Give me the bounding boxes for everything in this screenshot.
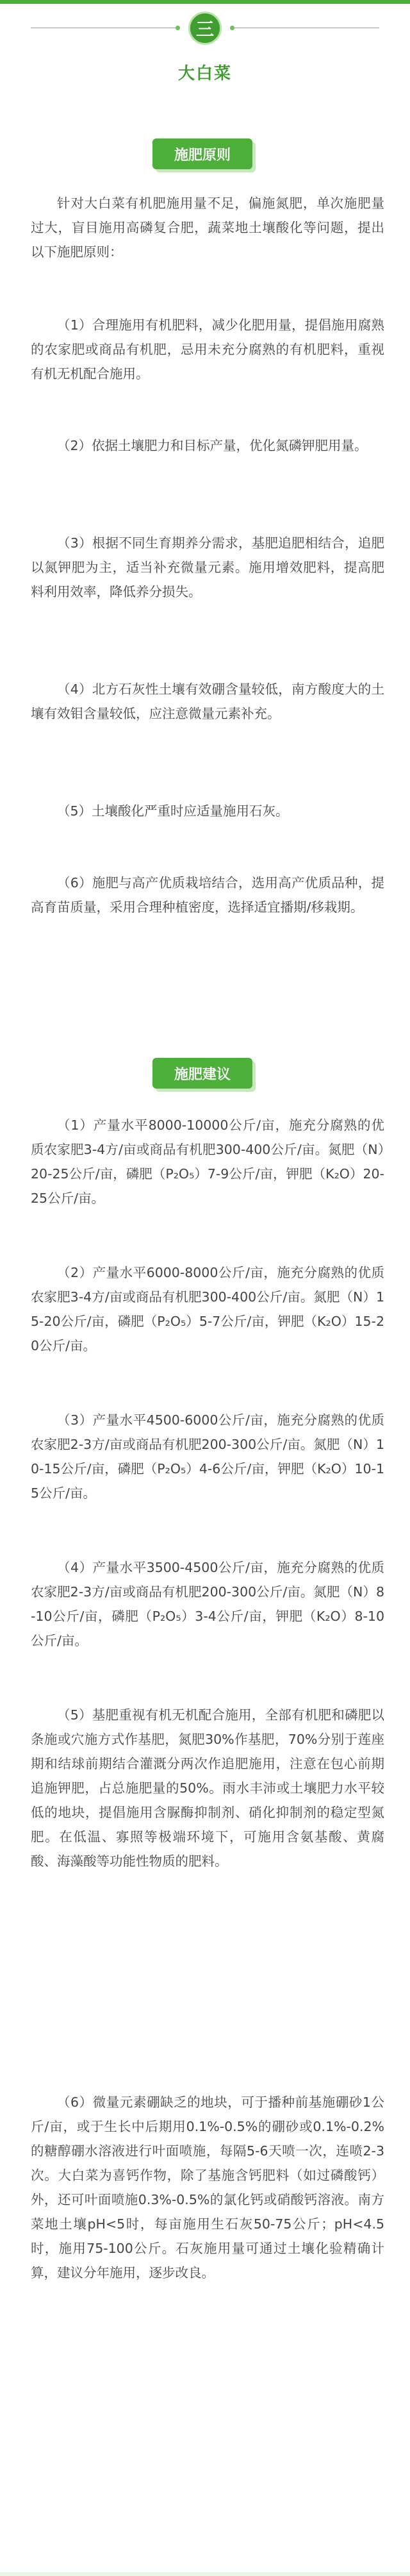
bottom-divider bbox=[0, 2572, 410, 2576]
principle-item-4: （4）北方石灰性土壤有效硼含量较低，南方酸度大的土壤有效钼含量较低，应注意微量元素补充。 bbox=[31, 682, 384, 721]
section-number-badge: 三 bbox=[188, 12, 222, 45]
recommendation-item-1: （1）产量水平8000-10000公斤/亩，施充分腐熟的优质农家肥3-4方/亩或商品有机肥300-400公斤/亩。氮肥（N）20-25公斤/亩，磷肥（P₂O₅）7-9公斤/亩，钾肥（K₂O）20-25公斤/亩。 bbox=[31, 1117, 384, 1206]
principle-item-1: （1）合理施用有机肥料，减少化肥用量，提倡施用腐熟的农家肥或商品有机肥，忌用未充分腐熟的有机肥料，重视有机无机配合施用。 bbox=[31, 317, 384, 381]
recommendation-item-2: （2）产量水平6000-8000公斤/亩，施充分腐熟的优质农家肥3-4方/亩或商品有机肥300-400公斤/亩。氮肥（N）15-20公斤/亩，磷肥（P₂O₅）5-7公斤/亩，钾肥（K₂O）15-20公斤/亩。 bbox=[31, 1265, 384, 1353]
principle-item-2: （2）依据土壤肥力和目标产量，优化氮磷钾肥用量。 bbox=[57, 438, 368, 453]
principles-intro-paragraph: 针对大白菜有机肥施用量不足，偏施氮肥，单次施肥量过大，盲目施用高磷复合肥，蔬菜地土壤酸化等问题，提出以下施肥原则： bbox=[31, 196, 384, 260]
page-title: 大白菜 bbox=[177, 64, 232, 83]
top-accent-bar bbox=[0, 0, 410, 4]
principle-item-3: （3）根据不同生育期养分需求，基肥追肥相结合，追肥以氮钾肥为主，适当补充微量元素。施用增效肥料，提高肥料利用效率，降低养分损失。 bbox=[31, 535, 384, 599]
principle-item-5: （5）土壤酸化严重时应适量施用石灰。 bbox=[57, 803, 289, 819]
section-label-principles: 施肥原则 bbox=[152, 138, 252, 169]
recommendation-item-4: （4）产量水平3500-4500公斤/亩，施充分腐熟的优质农家肥2-3方/亩或商品有机肥200-300公斤/亩。氮肥（N）8-10公斤/亩，磷肥（P₂O₅）3-4公斤/亩，钾肥（K₂O）8-10公斤/亩。 bbox=[31, 1560, 384, 1648]
recommendation-item-5: （5）基肥重视有机无机配合施用，全部有机肥和磷肥以条施或穴施方式作基肥，氮肥30%作基肥，70%分别于莲座期和结球前期结合灌溉分两次作追肥施用，注意在包心前期追施钾肥，占总施肥量的50%。雨水丰沛或土壤肥力水平较低的地块，提倡施用含脲酶抑制剂、硝化抑制剂的稳定型氮肥。在低温、寡照等极端环境下，可施用含氨基酸、黄腐酸、海藻酸等功能性物质的肥料。 bbox=[31, 1707, 384, 1869]
recommendation-item-3: （3）产量水平4500-6000公斤/亩，施充分腐熟的优质农家肥2-3方/亩或商品有机肥200-300公斤/亩。氮肥（N）10-15公斤/亩，磷肥（P₂O₅）4-6公斤/亩，钾肥（K₂O）10-15公斤/亩。 bbox=[31, 1412, 384, 1501]
section-number-header bbox=[0, 9, 410, 47]
recommendation-item-6: （6）微量元素硼缺乏的地块，可于播种前基施硼砂1公斤/亩，或于生长中后期用0.1%-0.5%的硼砂或0.1%-0.2%的糖醇硼水溶液进行叶面喷施，每隔5-6天喷一次，连喷2-3次。大白菜为喜钙作物，除了基施含钙肥料（如过磷酸钙）外，还可叶面喷施0.3%-0.5%的氯化钙或硝酸钙溶液。南方菜地土壤pH<5时，每亩施用生石灰50-75公斤；pH<4.5时，施用75-100公斤。石灰施用量可通过土壤化验精确计算，建议分年施用，逐步改良。 bbox=[31, 2095, 384, 2280]
principle-item-6: （6）施肥与高产优质栽培结合，选用高产优质品种，提高育苗质量，采用合理种植密度，选择适宜播期/移栽期。 bbox=[31, 875, 384, 915]
section-label-recommendations: 施肥建议 bbox=[152, 1058, 252, 1089]
